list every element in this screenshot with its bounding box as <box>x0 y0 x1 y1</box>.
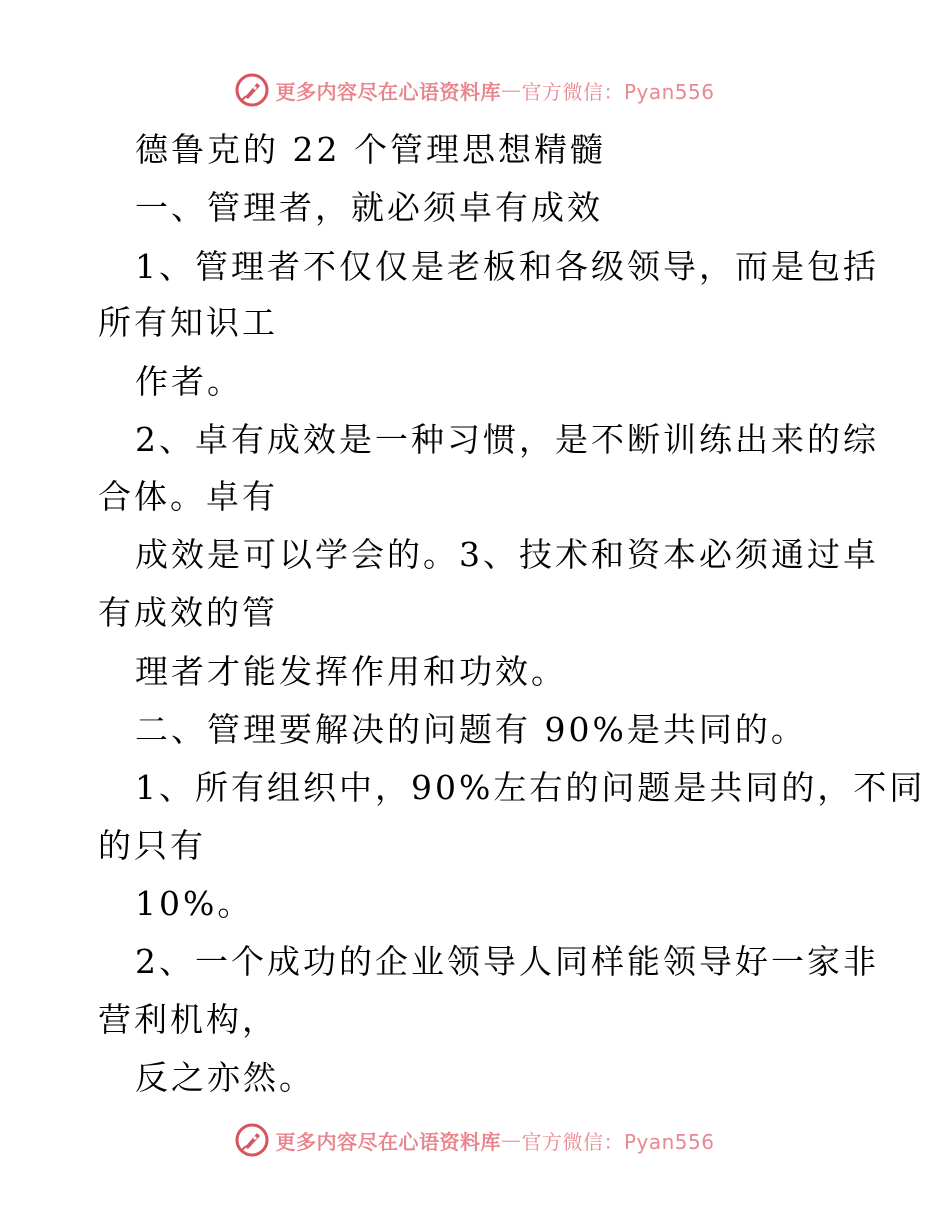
header-banner <box>0 70 950 110</box>
paragraph-line: 2、一个成功的企业领导人同样能领导好一家非 <box>135 942 879 981</box>
paragraph-line: 理者才能发挥作用和功效。 <box>135 652 567 691</box>
paragraph-line: 2、卓有成效是一种习惯，是不断训练出来的综 <box>135 420 879 459</box>
banner-dash: — <box>500 1128 522 1152</box>
paragraph-line: 成效是可以学会的。3、技术和资本必须通过卓 <box>135 535 879 574</box>
paragraph-line: 1、管理者不仅仅是老板和各级领导，而是包括 <box>135 247 879 286</box>
paragraph-line: 作者。 <box>135 362 243 401</box>
paragraph-line: 反之亦然。 <box>135 1058 315 1097</box>
paragraph-line: 10%。 <box>135 884 254 923</box>
pen-nib-logo-icon <box>235 1123 269 1157</box>
document-title: 德鲁克的 22 个管理思想精髓 <box>135 130 606 169</box>
footer-banner <box>0 1120 950 1160</box>
paragraph-line: 营利机构， <box>98 1000 278 1039</box>
pen-nib-logo-icon <box>235 73 269 107</box>
section-heading: 一、管理者，就必须卓有成效 <box>135 188 603 227</box>
paragraph-line: 所有知识工 <box>98 303 278 342</box>
paragraph-line: 的只有 <box>98 826 206 865</box>
banner-main-text: 更多内容尽在心语资料库 <box>275 79 501 104</box>
banner-dash: — <box>500 78 522 102</box>
section-heading: 二、管理要解决的问题有 90%是共同的。 <box>135 710 807 749</box>
paragraph-line: 合体。卓有 <box>98 477 278 516</box>
banner-main-text: 更多内容尽在心语资料库 <box>275 1129 501 1154</box>
banner-wechat-text: 官方微信：Pyan556 <box>521 1129 715 1154</box>
banner-wechat-text: 官方微信：Pyan556 <box>521 79 715 104</box>
paragraph-line: 1、所有组织中，90%左右的问题是共同的，不同 <box>135 768 926 807</box>
paragraph-line: 有成效的管 <box>98 593 278 632</box>
